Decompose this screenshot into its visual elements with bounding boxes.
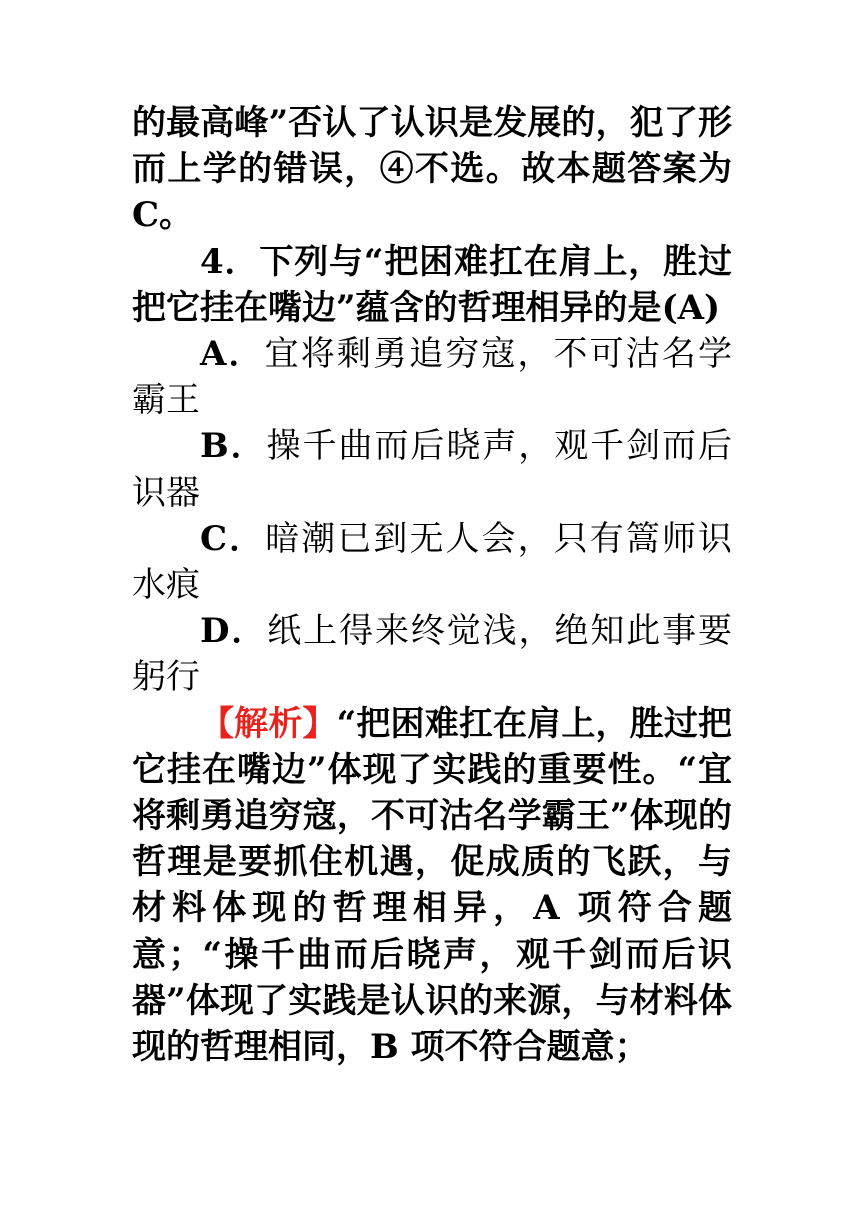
option-b-label: B．: [200, 426, 267, 467]
question-stem: 下列与“把困难扛在肩上，胜过把它挂在嘴边”蕴含的哲理相异的是: [132, 241, 732, 328]
option-b: [132, 423, 732, 515]
option-a-text: 宜将剩勇追穷寇，不可沽名学霸王: [132, 334, 733, 421]
question-answer: (A): [661, 287, 721, 328]
option-c: [132, 516, 732, 608]
option-d-text: 纸上得来终觉浅，绝知此事要躬行: [132, 611, 733, 698]
analysis-text: “把困难扛在肩上，胜过把它挂在嘴边”体现了实践的重要性。“宜将剩勇追穷寇，不可沽名学霸王”体现的哲理是要抓住机遇，促成质的飞跃，与材料体现的哲理相异，A 项符合题意；“操千曲而后晓声，观千剑而后识器”体现了实践是认识的来源，与材料体现的哲理相同，B 项不符合题意；: [132, 703, 732, 1068]
option-b-text: 操千曲而后晓声，观千剑而后识器: [132, 426, 732, 513]
question-4: [132, 239, 732, 331]
question-number: 4．: [200, 241, 260, 282]
option-d: [132, 608, 732, 700]
previous-analysis-tail: 的最高峰”否认了认识是发展的，犯了形而上学的错误，④不选。故本题答案为 C。: [132, 103, 732, 236]
option-a: [132, 331, 732, 423]
option-c-label: C．: [200, 518, 266, 559]
document-page: [132, 100, 732, 1070]
analysis-tag: 【解析】: [200, 703, 337, 744]
option-a-label: A．: [200, 334, 265, 375]
option-d-label: D．: [200, 611, 268, 652]
analysis-paragraph: [132, 701, 732, 1071]
option-c-text: 暗潮已到无人会，只有篙师识水痕: [132, 518, 733, 606]
